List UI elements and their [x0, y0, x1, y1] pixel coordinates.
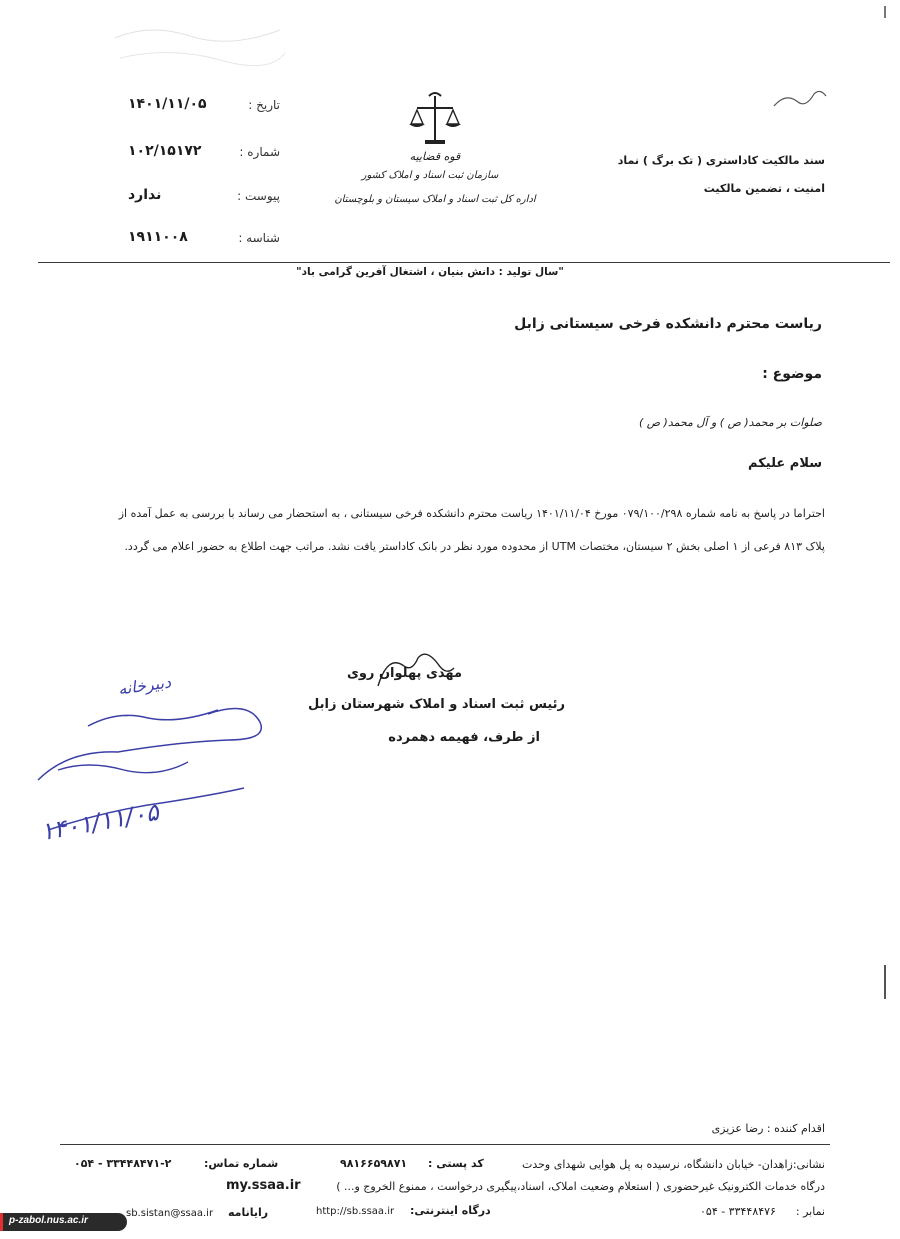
- watermark-text: p-zabol.nus.ac.ir: [9, 1215, 88, 1226]
- subject-label: موضوع :: [762, 366, 822, 382]
- body-line-1: احتراما در پاسخ به نامه شماره ۰۷۹/۱۰۰/۲۹۸ مورخ ۱۴۰۱/۱۱/۰۴ ریاست محترم دانشکده فرخی سیستانی ، به استحضار می رساند با بررسی به عمل آمده از: [118, 507, 825, 520]
- right-header-line-2: امنیت ، تضمین مالکیت: [703, 182, 825, 195]
- emblem-line-3: اداره کل ثبت اسناد و املاک سیستان و بلوچستان: [334, 194, 536, 205]
- portal-url[interactable]: http://sb.ssaa.ir: [316, 1206, 395, 1217]
- judiciary-emblem: [405, 90, 465, 152]
- eservices-text: درگاه خدمات الکترونیک غیرحضوری ( استعلام وضعیت املاک، اسناد،پیگیری درخواست ، ممنوع الخروج و... ): [336, 1180, 825, 1193]
- salawat-line: صلوات بر محمد( ص ) و آل محمد( ص ): [638, 416, 822, 429]
- meta-date: [120, 96, 280, 118]
- handwritten-date: ۱۴۰۱/۱۱/۰۵: [38, 797, 161, 847]
- meta-attachment: [120, 187, 280, 209]
- margin-tick: [884, 965, 886, 999]
- emblem-line-2: سازمان ثبت اسناد و املاک کشور: [361, 170, 499, 181]
- year-slogan: "سال تولید : دانش بنیان ، اشتغال آفرین گرامی باد": [296, 266, 564, 278]
- fax-label: نمابر :: [795, 1205, 825, 1218]
- recipient: ریاست محترم دانشکده فرخی سیستانی زابل: [514, 316, 822, 332]
- email-label: رایانامه: [228, 1206, 269, 1219]
- id-label: شناسه :: [238, 231, 280, 245]
- faint-stamp-mark: [110, 18, 290, 78]
- signatory-title: رئیس ثبت اسناد و املاک شهرستان زابل: [308, 697, 565, 712]
- body-line-2: پلاک ۸۱۳ فرعی از ۱ اصلی بخش ۲ سیستان، مختصات UTM از محدوده مورد نظر در بانک کاداستر یافت نشد. مراتب جهت اطلاع به حضور اعلام می گردد.: [124, 540, 825, 553]
- date-label: تاریخ :: [248, 98, 280, 112]
- fax-value: ۰۵۴ - ۳۳۴۴۸۴۷۶: [700, 1205, 776, 1218]
- signatory-name: مهدی پهلوان روی: [346, 666, 462, 681]
- attachment-label: پیوست :: [237, 189, 280, 203]
- handwritten-secretariat: دبیرخانه: [116, 672, 173, 699]
- corner-tick: [884, 6, 886, 18]
- footer-divider: [60, 1144, 830, 1145]
- scales-of-justice-icon: [405, 90, 465, 152]
- emblem-line-1: قوه قضاییه: [409, 150, 461, 163]
- portal-label: درگاه اینترنتی:: [410, 1204, 491, 1217]
- signed-by: از طرف، فهیمه دهمرده: [388, 730, 540, 745]
- email-value[interactable]: sb.sistan@ssaa.ir: [126, 1208, 214, 1219]
- number-label: شماره :: [239, 145, 280, 159]
- greeting: سلام علیکم: [748, 456, 822, 471]
- postal-value: ۹۸۱۶۶۵۹۸۷۱: [340, 1157, 408, 1170]
- meta-number: [120, 143, 280, 165]
- phone-value: ۰۵۴ - ۳۳۴۴۸۴۷۱-۲: [74, 1157, 172, 1170]
- attachment-value: ندارد: [128, 187, 162, 203]
- right-header-line-1: سند مالکیت کاداستری ( تک برگ ) نماد: [617, 154, 825, 167]
- footer-address: نشانی:زاهدان- خیابان دانشگاه، نرسیده به پل هوایی شهدای وحدت: [521, 1158, 825, 1171]
- header-divider: [38, 262, 890, 263]
- eservices-url[interactable]: my.ssaa.ir: [226, 1178, 301, 1193]
- site-watermark: [0, 1213, 127, 1231]
- id-value: ۱۹۱۱۰۰۸: [128, 229, 188, 245]
- action-by: اقدام کننده : رضا عزیزی: [711, 1122, 825, 1135]
- number-value: ۱۰۲/۱۵۱۷۲: [128, 143, 202, 159]
- meta-id: [120, 229, 280, 251]
- date-value: ۱۴۰۱/۱۱/۰۵: [128, 96, 207, 112]
- postal-label: کد پستی :: [428, 1157, 484, 1170]
- phone-label: شماره تماس:: [204, 1157, 279, 1170]
- initials-scribble: [770, 84, 830, 114]
